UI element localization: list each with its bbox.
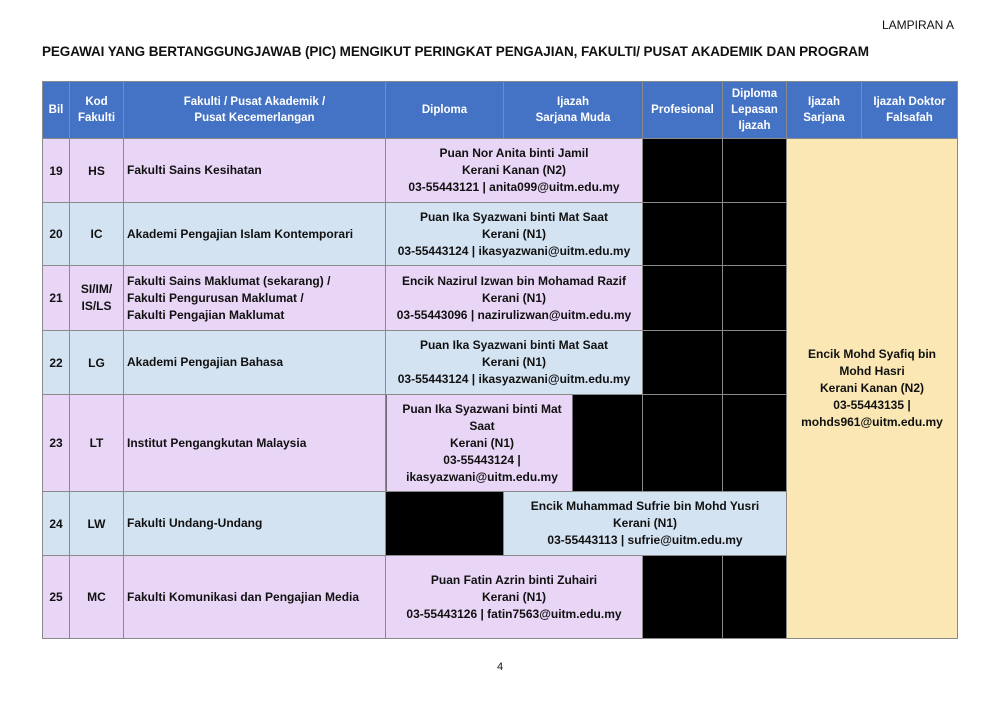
kod-line: IS/LS <box>81 299 112 313</box>
header-line: Sarjana Muda <box>535 112 611 124</box>
pic-name: Encik Muhammad Sufrie bin Mohd Yusri <box>530 499 760 513</box>
row-bil: 24 <box>43 492 70 556</box>
pic-block <box>389 401 575 486</box>
not-applicable-cell <box>723 395 787 492</box>
pic-phone-email: 03-55443124 | ikasyazwani@uitm.edu.my <box>397 372 631 386</box>
row-fakulti: Fakulti Sains Kesihatan <box>124 139 386 203</box>
header-line: Pusat Kecemerlangan <box>194 112 315 124</box>
header-line: Falsafah <box>886 112 933 124</box>
pic-email: ikasyazwani@uitm.edu.my <box>406 469 558 484</box>
row-pic-contact <box>386 395 643 492</box>
row-fakulti: Fakulti Undang-Undang <box>124 492 386 556</box>
postgrad-pic-line: Kerani Kanan (N2) <box>819 381 925 395</box>
not-applicable-cell <box>643 556 723 639</box>
row-kod: LT <box>70 395 124 492</box>
header-diploma-lepasan-ijazah <box>723 82 787 139</box>
row-kod <box>70 266 124 331</box>
row-fakulti <box>124 266 386 331</box>
header-doktor-falsafah <box>862 82 958 139</box>
header-line: Kod <box>85 96 108 108</box>
row-kod: MC <box>70 556 124 639</box>
table-row <box>43 139 958 203</box>
pic-grade: Kerani (N1) <box>481 355 546 369</box>
pic-phone-email: 03-55443096 | nazirulizwan@uitm.edu.my <box>396 307 632 322</box>
not-applicable-cell <box>723 139 787 203</box>
header-bil: Bil <box>43 82 70 139</box>
row-kod: IC <box>70 203 124 266</box>
pic-grade: Kerani (N1) <box>481 290 546 305</box>
postgrad-pic-line: 03-55443135 | <box>833 398 911 412</box>
not-applicable-cell <box>723 203 787 266</box>
pic-grade: Kerani (N1) <box>612 516 677 530</box>
pic-phone-email: 03-55443113 | sufrie@uitm.edu.my <box>547 533 743 547</box>
not-applicable-cell <box>723 331 787 395</box>
header-line: Ijazah <box>808 96 840 108</box>
header-diploma: Diploma <box>386 82 504 139</box>
row-bil: 22 <box>43 331 70 395</box>
pic-phone: 03-55443124 | <box>443 452 521 467</box>
pic-phone-email: 03-55443126 | fatin7563@uitm.edu.my <box>406 606 622 621</box>
header-line: Fakulti / Pusat Akademik / <box>183 96 326 108</box>
postgrad-pic-line: mohds961@uitm.edu.my <box>801 415 943 429</box>
header-line: Sarjana <box>803 112 845 124</box>
page-number: 4 <box>496 661 504 673</box>
header-line: Ijazah <box>738 120 771 132</box>
header-fakulti <box>124 82 386 139</box>
not-applicable-cell <box>643 203 723 266</box>
row-fakulti: Akademi Pengajian Islam Kontemporari <box>124 203 386 266</box>
row-kod: LG <box>70 331 124 395</box>
postgrad-pic-contact <box>787 139 958 639</box>
not-applicable-cell <box>643 139 723 203</box>
row-bil: 20 <box>43 203 70 266</box>
pic-grade: Kerani Kanan (N2) <box>461 163 567 177</box>
postgrad-pic-line: Mohd Hasri <box>839 364 905 378</box>
pic-name: Puan Ika Syazwani binti Mat <box>402 401 562 416</box>
header-line: Diploma <box>731 88 778 100</box>
row-fakulti: Fakulti Komunikasi dan Pengajian Media <box>124 556 386 639</box>
fakulti-line: Fakulti Pengurusan Maklumat / <box>127 290 304 305</box>
not-applicable-cell <box>723 556 787 639</box>
header-sarjana-muda <box>504 82 643 139</box>
header-line: Lepasan <box>731 104 778 116</box>
row-bil: 21 <box>43 266 70 331</box>
header-profesional: Profesional <box>643 82 723 139</box>
pic-name: Encik Nazirul Izwan bin Mohamad Razif <box>401 273 627 288</box>
header-line: Ijazah <box>557 96 589 108</box>
row-pic-contact <box>386 266 643 331</box>
pic-grade: Kerani (N1) <box>481 589 546 604</box>
row-pic-contact <box>386 203 643 266</box>
appendix-label: LAMPIRAN A <box>881 18 954 32</box>
row-fakulti: Institut Pengangkutan Malaysia <box>124 395 386 492</box>
document-title: PEGAWAI YANG BERTANGGUNGJAWAB (PIC) MENGIKUT PERINGKAT PENGAJIAN, FAKULTI/ PUSAT AKADEMIK DAN PROGRAM <box>42 44 869 59</box>
pic-table <box>42 81 958 639</box>
not-applicable-cell <box>643 395 723 492</box>
header-sarjana <box>787 82 862 139</box>
not-applicable-cell <box>643 331 723 395</box>
row-pic-contact <box>386 139 643 203</box>
pic-name: Puan Nor Anita binti Jamil <box>439 146 589 160</box>
pic-grade: Kerani (N1) <box>481 226 546 241</box>
not-applicable-cell <box>723 266 787 331</box>
row-kod: HS <box>70 139 124 203</box>
header-line: Ijazah Doktor <box>873 96 946 108</box>
row-pic-contact <box>504 492 787 556</box>
not-applicable-cell <box>386 492 504 556</box>
pic-name: Puan Ika Syazwani binti Mat Saat <box>419 209 609 224</box>
fakulti-line: Fakulti Pengajian Maklumat <box>127 307 285 322</box>
row-kod: LW <box>70 492 124 556</box>
not-applicable-cell <box>643 266 723 331</box>
postgrad-pic-line: Encik Mohd Syafiq bin <box>807 347 936 361</box>
pic-phone-email: 03-55443124 | ikasyazwani@uitm.edu.my <box>397 243 631 258</box>
row-bil: 23 <box>43 395 70 492</box>
pic-phone-email: 03-55443121 | anita099@uitm.edu.my <box>408 180 620 194</box>
kod-line: SI/IM/ <box>80 282 113 296</box>
header-kod-fakulti <box>70 82 124 139</box>
header-line: Fakulti <box>77 112 116 124</box>
row-fakulti: Akademi Pengajian Bahasa <box>124 331 386 395</box>
fakulti-line: Fakulti Sains Maklumat (sekarang) / <box>127 273 331 288</box>
pic-name-cont: Saat <box>469 418 495 433</box>
row-bil: 25 <box>43 556 70 639</box>
table-header-row <box>43 82 958 139</box>
pic-grade: Kerani (N1) <box>449 435 514 450</box>
row-pic-contact <box>386 331 643 395</box>
row-pic-contact <box>386 556 643 639</box>
pic-name: Puan Ika Syazwani binti Mat Saat <box>419 338 609 352</box>
pic-name: Puan Fatin Azrin binti Zuhairi <box>430 572 598 587</box>
row-bil: 19 <box>43 139 70 203</box>
